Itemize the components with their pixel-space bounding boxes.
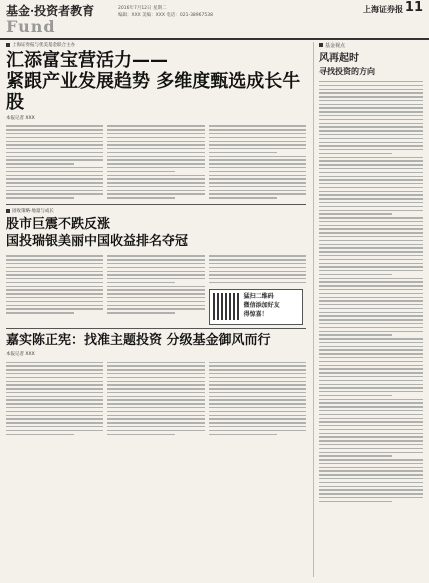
sidebar-headline: 风再起时 bbox=[319, 53, 359, 64]
section-subtitle: Fund bbox=[6, 17, 56, 36]
qr-code-icon bbox=[213, 293, 240, 320]
sidebar-column bbox=[313, 42, 423, 577]
qr-text-line2: 微信添加好友 bbox=[243, 302, 280, 310]
main-column bbox=[6, 42, 306, 437]
article1-headline-line2: 紧跟产业发展趋势 多维度甄选成长牛股 bbox=[6, 71, 301, 113]
qr-promo-card bbox=[209, 289, 303, 325]
article3-headline: 嘉实陈正宪：找准主题投资 分级基金御风而行 bbox=[6, 333, 271, 349]
square-bullet-icon bbox=[6, 209, 10, 213]
sidebar-body bbox=[319, 81, 423, 502]
article2-headline-line2: 国投瑞银美丽中国收益排名夺冠 bbox=[6, 234, 189, 250]
divider bbox=[6, 204, 306, 205]
article1-kicker: 上海证券报与优美基金联合主办 bbox=[6, 42, 306, 48]
masthead bbox=[0, 0, 429, 40]
sidebar-subheadline: 寻找投资的方向 bbox=[319, 67, 375, 76]
article2-kicker: 固收策略·地量与成长 bbox=[6, 208, 306, 214]
date-line: 2016年7月12日 星期二 bbox=[118, 6, 167, 11]
article3-byline: 本报记者 XXX bbox=[6, 352, 35, 358]
section-title: 基金·投资者教育 bbox=[6, 4, 95, 18]
article2-headline-line1: 股市巨震不跌反涨 bbox=[6, 217, 111, 233]
article3-body bbox=[6, 359, 306, 437]
article2-body bbox=[6, 253, 306, 325]
editor-line: 编辑：XXX 美编：XXX 电话：021-38967538 bbox=[118, 13, 213, 18]
qr-text-line3: 得惊喜！ bbox=[243, 311, 268, 319]
article1-headline-line1: 汇添富宝营活力—— bbox=[6, 50, 168, 71]
square-bullet-icon bbox=[6, 43, 10, 47]
square-bullet-icon bbox=[319, 43, 323, 47]
paper-name: 上海证券报 bbox=[363, 4, 403, 14]
article1-byline: 本报记者 XXX bbox=[6, 116, 35, 121]
page-number: 11 bbox=[404, 0, 423, 15]
qr-text-line1: 猛扫二维码 bbox=[243, 293, 274, 301]
sidebar-kicker: 基金视点 bbox=[319, 42, 423, 49]
article1-body bbox=[6, 123, 306, 201]
divider bbox=[6, 328, 306, 329]
